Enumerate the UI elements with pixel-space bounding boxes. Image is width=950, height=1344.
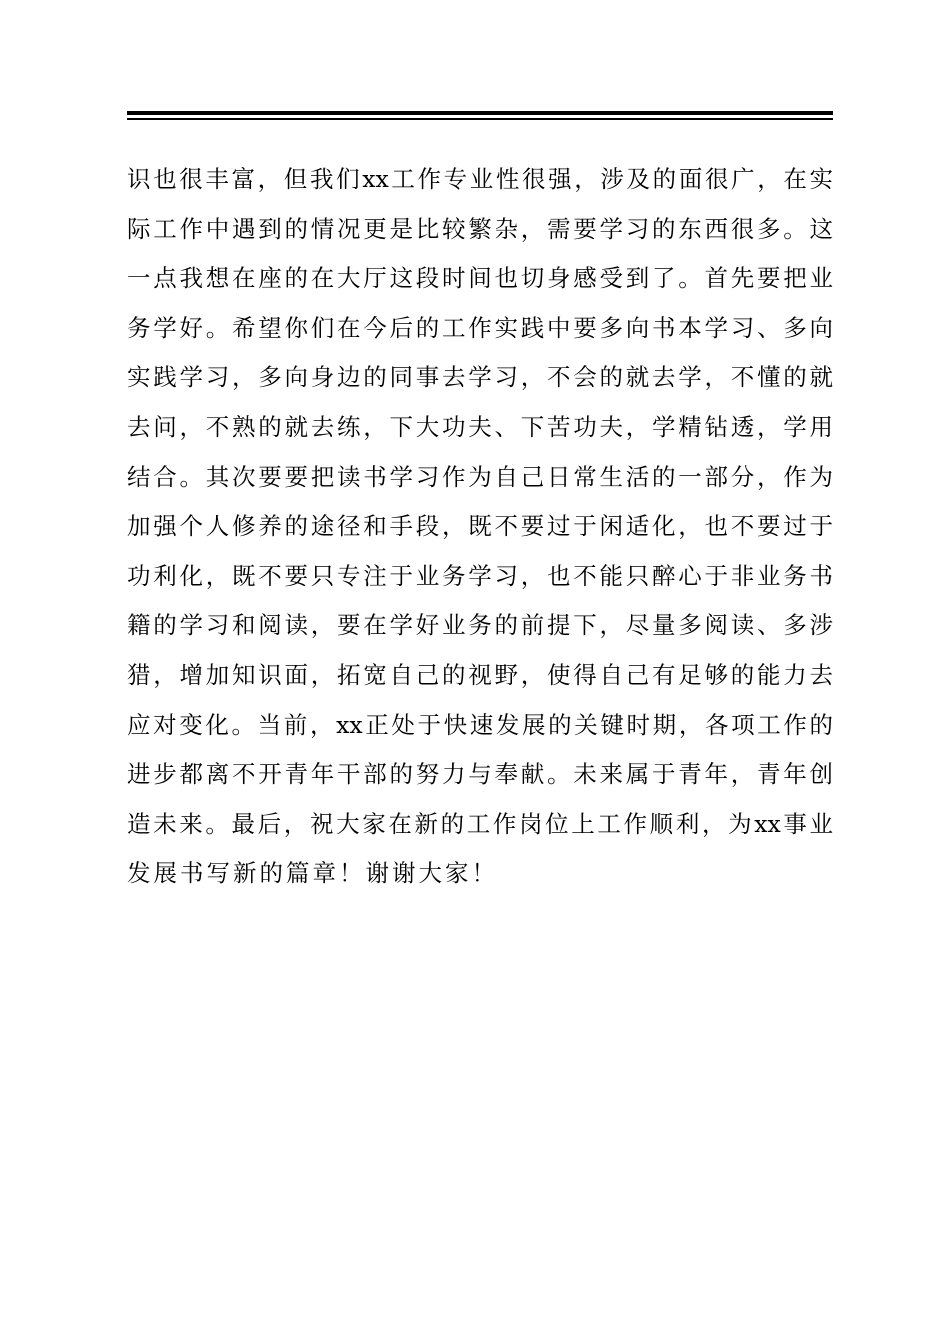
text-line-4: 务学好。希望你们在今后的工作实践中要多向书本学习、多向 bbox=[127, 313, 833, 342]
text-line-12: 应对变化。当前，xx正处于快速发展的关键时期，各项工作的 bbox=[127, 710, 833, 739]
header-rule-thin bbox=[127, 118, 833, 120]
text-line-2: 际工作中遇到的情况更是比较繁杂，需要学习的东西很多。这 bbox=[127, 214, 833, 243]
text-line-13: 进步都离不开青年干部的努力与奉献。未来属于青年，青年创 bbox=[127, 760, 833, 789]
text-line-1: 识也很丰富，但我们xx工作专业性很强，涉及的面很广，在实 bbox=[127, 165, 833, 193]
document-body bbox=[127, 155, 833, 899]
header-rule-thick bbox=[127, 111, 833, 115]
text-line-11: 猎，增加知识面，拓宽自己的视野，使得自己有足够的能力去 bbox=[127, 660, 833, 689]
text-line-14: 造未来。最后，祝大家在新的工作岗位上工作顺利，为xx事业 bbox=[127, 809, 833, 838]
text-line-6: 去问，不熟的就去练，下大功夫、下苦功夫，学精钻透，学用 bbox=[127, 412, 833, 441]
text-line-3: 一点我想在座的在大厅这段时间也切身感受到了。首先要把业 bbox=[127, 264, 833, 293]
text-line-9: 功利化，既不要只专注于业务学习，也不能只醉心于非业务书 bbox=[127, 561, 833, 590]
text-line-5: 实践学习，多向身边的同事去学习，不会的就去学，不懂的就 bbox=[127, 363, 833, 392]
header-double-rule bbox=[127, 111, 833, 121]
text-line-8: 加强个人修养的途径和手段，既不要过于闲适化，也不要过于 bbox=[127, 512, 833, 541]
text-line-15: 发展书写新的篇章！谢谢大家！ bbox=[127, 859, 498, 888]
text-line-10: 籍的学习和阅读，要在学好业务的前提下，尽量多阅读、多涉 bbox=[127, 611, 833, 640]
text-line-7: 结合。其次要要把读书学习作为自己日常生活的一部分，作为 bbox=[127, 462, 833, 491]
